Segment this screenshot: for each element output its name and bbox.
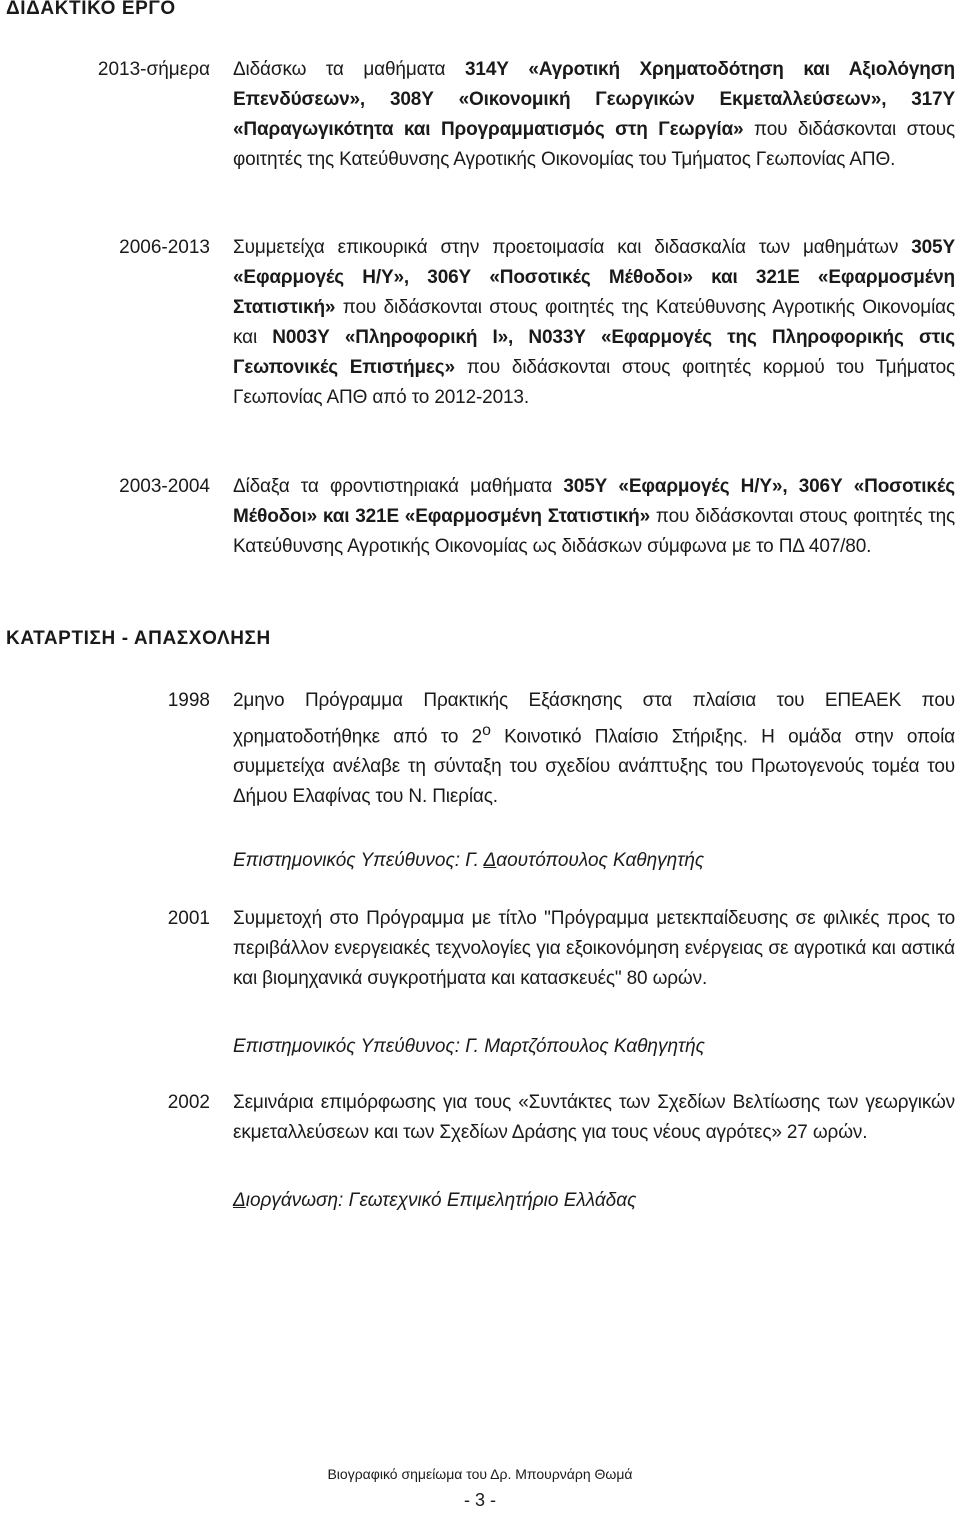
section-title-training: ΚΑΤΑΡΤΙΣΗ - ΑΠΑΣΧΟΛΗΣΗ <box>6 628 271 649</box>
entry-description: Διδάσκω τα μαθήματα 314Υ «Αγροτική Χρηματοδότηση και Αξιολόγηση Επενδύσεων», 308Υ «Οικονομική Γεωργικών Εκμεταλλεύσεων», 317Υ «Παραγωγικότητα και Προγραμματισμός στη Γεωργία» που διδάσκονται στους φοιτητές της Κατεύθυνσης Αγροτικής Οικονομίας του Τμήματος Γεωπονίας ΑΠΘ. <box>233 59 956 170</box>
entry-supervisor: Επιστημονικός Υπεύθυνος: Γ. Δαουτόπουλος Καθηγητής <box>233 850 705 871</box>
section-title-teaching: ΔΙΔΑΚΤΙΚΟ ΕΡΓΟ <box>6 0 176 19</box>
entry-year: 1998 <box>167 690 210 711</box>
entry-year: 2013-σήμερα <box>97 59 210 80</box>
entry-year: 2001 <box>167 908 210 929</box>
entry-year: 2003-2004 <box>119 476 210 497</box>
entry-year: 2002 <box>167 1092 210 1113</box>
entry-organizer: Διοργάνωση: Γεωτεχνικό Επιμελητήριο Ελλάδας <box>233 1190 637 1211</box>
entry-description: 2μηνο Πρόγραμμα Πρακτικής Εξάσκησης στα πλαίσια του ΕΠΕΑΕΚ που χρηματοδοτήθηκε από το $2^o$ Κοινοτικό Πλαίσιο Στήριξης. Η ομάδα στην οποία συμμετείχα ανέλαβε τη σύνταξη του σχεδίου ανάπτυξης του Πρωτογενούς τομέα του Δήμου Ελαφίνας του Ν. Πιερίας. <box>233 690 955 808</box>
entry-description: Δίδαξα τα φροντιστηριακά μαθήματα 305Υ «Εφαρμογές Η/Υ», 306Υ «Ποσοτικές Μέθοδοι» και 321Ε «Εφαρμοσμένη Στατιστική» που διδάσκονται στους φοιτητές της Κατεύθυνσης Αγροτικής Οικονομίας ως διδάσκων σύμφωνα με το ΠΔ 407/80. <box>233 476 955 557</box>
entry-supervisor: Επιστημονικός Υπεύθυνος: Γ. Μαρτζόπουλος Καθηγητής <box>233 1036 705 1057</box>
running-footer: Βιογραφικό σημείωμα του Δρ. Μπουρνάρη Θωμά <box>327 1466 633 1482</box>
page-number: - 3 - <box>463 1490 496 1510</box>
entry-year: 2006-2013 <box>119 237 210 258</box>
entry-description: Σεμινάρια επιμόρφωσης για τους «Συντάκτες των Σχεδίων Βελτίωσης των γεωργικών εκμεταλλεύσεων και των Σχεδίων Δράσης για τους νέους αγρότες» 27 ωρών. <box>233 1092 955 1143</box>
entry-description: Συμμετοχή στο Πρόγραμμα με τίτλο "Πρόγραμμα μετεκπαίδευσης σε φιλικές προς το περιβάλλον ενεργειακές τεχνολογίες για εξοικονόμηση ενέργειας σε αγροτικά και αστικά και βιομηχανικά συγκροτήματα και κατασκευές" 80 ωρών. <box>233 908 955 989</box>
entry-description: Συμμετείχα επικουρικά στην προετοιμασία και διδασκαλία των μαθημάτων 305Υ «Εφαρμογές Η/Υ», 306Υ «Ποσοτικές Μέθοδοι» και 321Ε «Εφαρμοσμένη Στατιστική» που διδάσκονται στους φοιτητές της Κατεύθυνσης Αγροτικής Οικονομίας και Ν003Υ «Πληροφορική Ι», Ν033Υ «Εφαρμογές της Πληροφορικής στις Γεωπονικές Επιστήμες» που διδάσκονται στους φοιτητές κορμού του Τμήματος Γεωπονίας ΑΠΘ από το 2012-2013. <box>233 237 956 408</box>
